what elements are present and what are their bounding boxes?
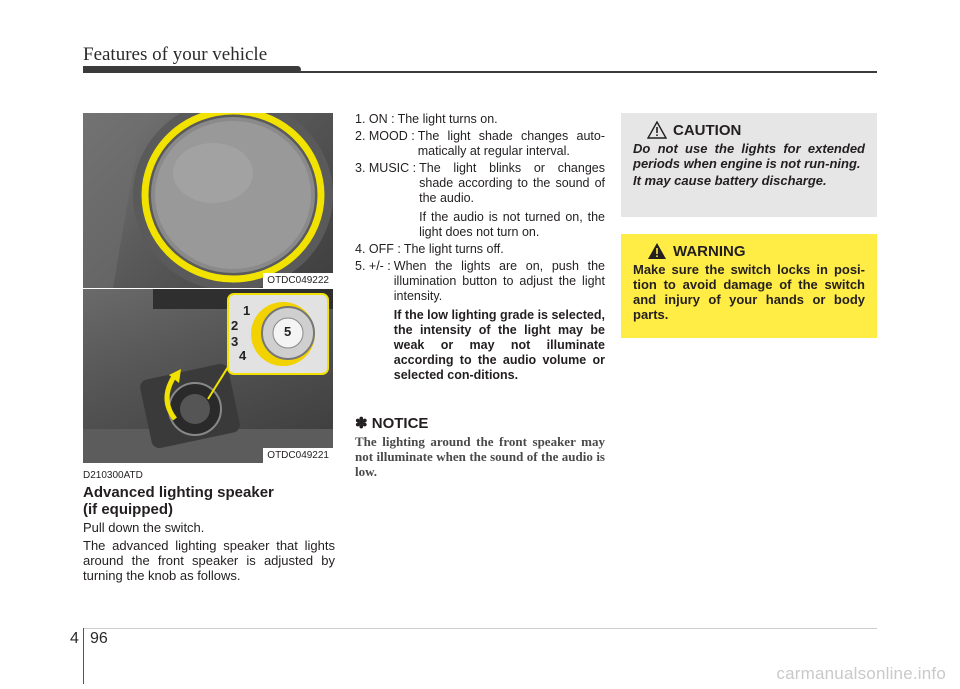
page-number: 96 bbox=[90, 630, 108, 647]
notice-title: ✽ NOTICE bbox=[355, 415, 429, 432]
list-item bbox=[355, 161, 605, 240]
list-text: The light turns on. bbox=[397, 112, 498, 126]
list-text: The light shade changes auto-matically at regular interval. bbox=[417, 129, 605, 158]
footer-rule bbox=[83, 628, 877, 629]
photo-caption: OTDC049222 bbox=[263, 273, 333, 288]
list-key: 4. OFF : bbox=[355, 242, 401, 256]
section-title-line: Advanced lighting speaker bbox=[83, 484, 274, 501]
caution-triangle-icon bbox=[647, 121, 667, 139]
page-header-title: Features of your vehicle bbox=[83, 44, 268, 65]
switch-illustration bbox=[83, 289, 333, 463]
list-text: The light blinks or changes shade according to the sound of the audio. bbox=[419, 161, 605, 205]
section-title-line: (if equipped) bbox=[83, 501, 173, 518]
list-key: 2. MOOD : bbox=[355, 129, 415, 143]
body-paragraph: Pull down the switch. bbox=[83, 520, 205, 535]
list-item bbox=[355, 242, 605, 257]
callout-1: 1 bbox=[243, 303, 251, 318]
header-rule bbox=[83, 71, 877, 73]
function-list bbox=[355, 112, 605, 385]
callout-2: 2 bbox=[231, 318, 239, 333]
body-paragraph: The advanced lighting speaker that lights around the front speaker is adjusted by turning the knob as follows. bbox=[83, 538, 335, 583]
callout-4: 4 bbox=[239, 348, 247, 363]
switch-photo bbox=[83, 289, 333, 463]
section-title bbox=[83, 484, 333, 518]
caution-line: Do not use the lights for extended periods when engine is not run-ning. bbox=[633, 141, 865, 171]
list-text: The light turns off. bbox=[403, 242, 504, 256]
caution-header bbox=[647, 121, 865, 139]
warning-triangle-icon bbox=[647, 242, 667, 260]
warning-header bbox=[647, 242, 865, 260]
callout-5: 5 bbox=[284, 324, 292, 339]
section-code: D210300ATD bbox=[83, 470, 143, 481]
list-key: 5. +/- : bbox=[355, 259, 391, 273]
footer-divider bbox=[83, 628, 84, 684]
list-item bbox=[355, 259, 605, 383]
speaker-illustration bbox=[83, 113, 333, 288]
list-item bbox=[355, 112, 605, 127]
caution-box bbox=[621, 113, 877, 217]
caution-title: CAUTION bbox=[673, 121, 742, 139]
chapter-number: 4 bbox=[70, 630, 79, 647]
list-key: 1. ON : bbox=[355, 112, 395, 126]
warning-title: WARNING bbox=[673, 242, 746, 260]
list-item bbox=[355, 129, 605, 159]
list-extra: If the audio is not turned on, the light does not turn on. bbox=[419, 210, 605, 239]
caution-text bbox=[633, 141, 865, 188]
speaker-photo bbox=[83, 113, 333, 288]
list-extra: If the low lighting grade is selected, the intensity of the light may be weak or may not illuminate according to the audio volume or selected con-ditions. bbox=[393, 308, 605, 382]
warning-box bbox=[621, 234, 877, 338]
callout-3: 3 bbox=[231, 334, 239, 349]
notice-text: The lighting around the front speaker may not illuminate when the sound of the audio is low. bbox=[355, 434, 605, 479]
warning-text: Make sure the switch locks in posi-tion to avoid damage of the switch and injury of your hands or body parts. bbox=[633, 262, 865, 322]
photo-caption: OTDC049221 bbox=[263, 448, 333, 463]
list-key: 3. MUSIC : bbox=[355, 161, 417, 175]
watermark: carmanualsonline.info bbox=[776, 664, 946, 683]
list-text: When the lights are on, push the illumination button to adjust the light intensity. bbox=[393, 259, 605, 303]
caution-line: It may cause battery discharge. bbox=[633, 173, 827, 188]
